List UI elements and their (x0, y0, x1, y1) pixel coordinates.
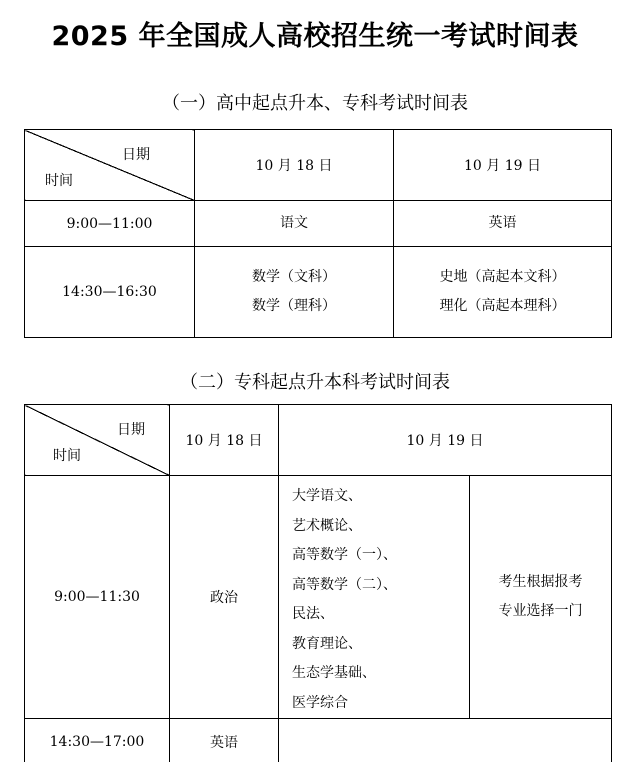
day2-header: 10 月 19 日 (394, 130, 612, 201)
subject: 艺术概论、 (292, 517, 362, 534)
time-label: 时间 (53, 448, 81, 464)
date-label: 日期 (117, 422, 145, 438)
subject: 理化（高起本理科） (439, 298, 566, 314)
subject-cell: 政治 (170, 476, 279, 719)
subject: 英语 (488, 215, 517, 231)
diagonal-header-cell (25, 130, 195, 201)
section1-table (24, 129, 612, 338)
note-text: 专业选择一门 (498, 603, 583, 619)
section2-title: （二）专科起点升本科考试时间表 (180, 372, 450, 393)
table-header-row (25, 130, 612, 201)
table-row (25, 247, 612, 338)
subject: 民法、 (292, 606, 334, 622)
day1-header: 10 月 18 日 (170, 405, 279, 476)
subject-list-cell (279, 476, 470, 719)
subject-cell (195, 247, 394, 338)
subject: 数学（文科） (252, 269, 336, 285)
subject: 语文 (280, 215, 308, 231)
time-cell: 14:30—17:00 (25, 719, 170, 762)
note-text: 考生根据报考 (498, 574, 583, 590)
time-label: 时间 (45, 173, 73, 189)
subject: 高等数学（二）、 (292, 576, 397, 593)
page-title: 2025 年全国成人高校招生统一考试时间表 (51, 21, 579, 52)
day2-header: 10 月 19 日 (279, 405, 612, 476)
subject: 生态学基础、 (292, 665, 376, 681)
section1-title: （一）高中起点升本、专科考试时间表 (162, 93, 468, 114)
section2-table (24, 404, 612, 762)
empty-cell (279, 719, 612, 762)
time-cell: 9:00—11:00 (25, 201, 195, 247)
diagonal-header-cell (25, 405, 170, 476)
time-cell: 9:00—11:30 (25, 476, 170, 719)
time-cell: 14:30—16:30 (25, 247, 195, 338)
subject: 教育理论、 (292, 635, 362, 652)
subject: 高等数学（一）、 (292, 547, 397, 563)
table-header-row (25, 405, 612, 476)
subject-cell (394, 247, 612, 338)
table-row (25, 201, 612, 247)
day1-header: 10 月 18 日 (195, 130, 394, 201)
date-label: 日期 (122, 147, 150, 163)
subject: 史地（高起本文科） (439, 269, 566, 285)
subject-cell (394, 201, 612, 247)
note-cell (470, 476, 612, 719)
subject-cell (195, 201, 394, 247)
subject: 大学语文、 (292, 488, 362, 504)
table-row (25, 719, 612, 762)
subject: 数学（理科） (252, 298, 336, 314)
subject: 医学综合 (292, 694, 348, 711)
subject-cell: 英语 (170, 719, 279, 762)
table-row (25, 476, 612, 719)
